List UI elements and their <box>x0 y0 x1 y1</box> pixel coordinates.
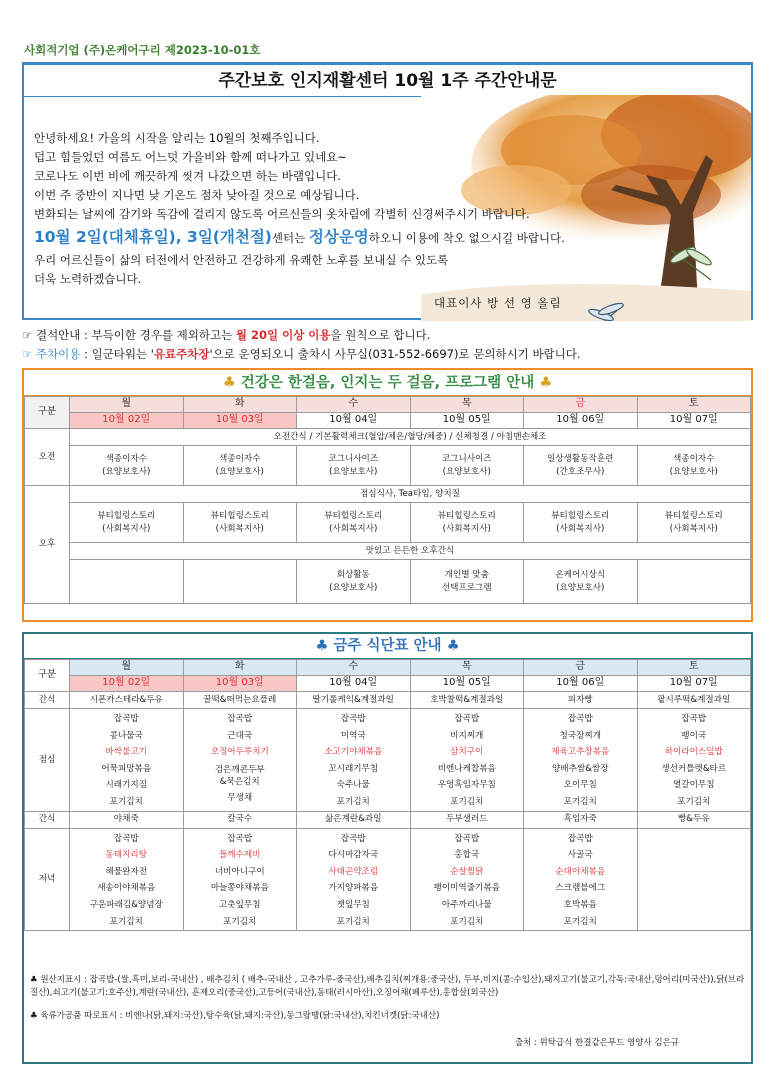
lunch-menu: 잡곡밥 근대국 오징어두루치기 검은깨콘두부 &묵은김치 무생채 <box>183 709 297 812</box>
lunch-menu: 잡곡밥 청국장찌개 제육고추장볶음 양배추쌈&쌈장 오이무침 포기김치 <box>524 709 638 812</box>
meal-col-label: 구분 <box>25 660 70 692</box>
program-title-text: 건강은 한걸음, 인지는 두 걸음, 프로그램 안내 <box>235 375 540 391</box>
snack-cell: 흑임자죽 <box>524 811 638 828</box>
snack-cell: 두부샐러드 <box>410 811 524 828</box>
day-header: 목 <box>410 397 524 413</box>
holiday-text: 센터는 <box>271 231 309 245</box>
date-header: 10월 07일 <box>637 413 751 429</box>
meat-note: ♣ 육류가공품 따로표시 : 비엔나(닭,돼지:국산),탕수육(닭,돼지:국산),동그랑땡(닭:국내산),치킨너겟(닭:국내산) <box>30 1011 440 1021</box>
date-header: 10월 05일 <box>410 413 524 429</box>
program-cell: 뷰티힐링스토리 (사회복지사) <box>297 503 411 543</box>
program-cell: 온케어시상식 (요양보호사) <box>524 560 638 604</box>
holiday-text-tail: 하오니 이용에 착오 없으시길 바랍니다. <box>368 231 565 245</box>
program-cell: 뷰티힐링스토리 (사회복지사) <box>70 503 184 543</box>
program-cell <box>183 560 297 604</box>
date-header: 10월 05일 <box>410 676 524 692</box>
program-cell: 코그니사이즈 (요양보호사) <box>297 446 411 486</box>
date-header: 10월 06일 <box>524 676 638 692</box>
day-header: 화 <box>183 397 297 413</box>
parking-highlight: 유료주차장 <box>153 347 210 361</box>
program-table <box>24 396 751 604</box>
date-header: 10월 02일 <box>70 413 184 429</box>
program-cell: 뷰티힐링스토리 (사회복지사) <box>410 503 524 543</box>
program-cell: 색종이자수 (요양보호사) <box>637 446 751 486</box>
date-header: 10월 03일 <box>183 676 297 692</box>
program-cell: 색종이자수 (요양보호사) <box>183 446 297 486</box>
day-header: 월 <box>70 660 184 676</box>
club-icon: ♣ <box>539 375 553 391</box>
page-title: 주간보호 인지재활센터 10월 1주 주간안내문 <box>24 65 751 97</box>
club-icon: ♣ <box>315 638 329 654</box>
day-header: 수 <box>297 660 411 676</box>
day-header: 목 <box>410 660 524 676</box>
parking-label: ☞ 주차이용 <box>22 347 81 361</box>
day-header: 금 <box>524 397 638 413</box>
meal-table <box>24 659 751 931</box>
letter-line: 코로나도 이번 비에 깨끗하게 씻겨 나갔으면 하는 바램입니다. <box>34 169 341 183</box>
program-cell: 뷰티힐링스토리 (사회복지사) <box>183 503 297 543</box>
parking-suffix: '으로 운영되오니 출차시 사무실(031-552-6697)로 문의하시기 바랍니다. <box>209 347 581 361</box>
parking-prefix: : 일군타워는 ' <box>80 347 154 361</box>
snack-cell: 팥시루떡&계절과일 <box>637 692 751 709</box>
snack-cell: 피자빵 <box>524 692 638 709</box>
letter-line: 우리 어르신들이 삶의 터전에서 안전하고 건강하게 유쾌한 노후를 보내실 수 있도록 <box>34 253 449 267</box>
dinner-label: 저녁 <box>25 828 70 931</box>
lunch-label: 점심 <box>25 709 70 812</box>
lunch-menu: 잡곡밥 팽이국 하이라이스덮밥 생선커틀렛&타르 열갈이무침 포기김치 <box>637 709 751 812</box>
dinner-menu: 잡곡밥 동태지리탕 해물완자전 새송이야채볶음 구운파래김&양념장 포기김치 <box>70 828 184 931</box>
snack-common: 맛있고 든든한 오후간식 <box>70 543 751 560</box>
pm-label: 오후 <box>25 486 70 604</box>
dinner-menu: 잡곡밥 들깨수제비 너비아니구이 마늘쫑야채볶음 고춧잎무침 포기김치 <box>183 828 297 931</box>
program-col-label: 구분 <box>25 397 70 429</box>
program-cell: 색종이자수 (요양보호사) <box>70 446 184 486</box>
dinner-menu: 잡곡밥 사골국 순대야채볶음 스크램블에그 호박볶음 포기김치 <box>524 828 638 931</box>
letter-line: 변화되는 날씨에 감기와 독감에 걸리지 않도록 어르신들의 옷차림에 각별히 신경써주시기 바랍니다. <box>34 207 530 221</box>
club-icon: ♣ <box>222 375 236 391</box>
program-cell: 뷰티힐링스토리 (사회복지사) <box>637 503 751 543</box>
meal-title-text: 금주 식단표 안내 <box>328 638 447 654</box>
day-header: 토 <box>637 660 751 676</box>
date-header: 10월 04일 <box>297 676 411 692</box>
greeting-letter <box>34 129 565 289</box>
lunch-common: 점심식사, Tea타임, 양치질 <box>70 486 751 503</box>
day-header: 수 <box>297 397 411 413</box>
snack-cell: 삶은계란&과일 <box>297 811 411 828</box>
dinner-menu: 잡곡밥 다시마감자국 사태곤약조림 가지양파볶음 잿잎무침 포기김치 <box>297 828 411 931</box>
lunch-menu: 잡곡밥 콩나물국 바싹불고기 어묵피망볶음 시래기지짐 포기김치 <box>70 709 184 812</box>
am-common: 오전간식 / 기본활력체크(혈압/체온/혈당/체중) / 신체청결 / 아침맨손체조 <box>70 429 751 446</box>
normal-operation: 정상운영 <box>308 228 369 246</box>
day-header: 화 <box>183 660 297 676</box>
holiday-notice <box>34 224 565 251</box>
holiday-dates: 10월 2일(대체휴일), 3일(개천절) <box>34 228 272 246</box>
absence-notice <box>22 326 581 345</box>
dinner-menu <box>637 828 751 931</box>
snack-cell: 시폰카스테라&두유 <box>70 692 184 709</box>
footnotes <box>30 974 750 1033</box>
lunch-menu: 잡곡밥 미역국 소고기야채볶음 꼬시래기무침 숙주나물 포기김치 <box>297 709 411 812</box>
program-cell: 일상생활동작훈련 (간호조무사) <box>524 446 638 486</box>
club-icon: ♣ <box>446 638 460 654</box>
dinner-menu: 잡곡밥 홍합국 순살찜닭 팽이미역줄기볶음 아주까리나물 포기김치 <box>410 828 524 931</box>
am-label: 오전 <box>25 429 70 486</box>
letter-line: 이번 주 중반이 지나면 낮 기온도 점차 낮아질 것으로 예상됩니다. <box>34 188 360 202</box>
snack-cell: 꿀떡&떠먹는요플레 <box>183 692 297 709</box>
snack-cell: 딸기롤케익&계절과일 <box>297 692 411 709</box>
date-header: 10월 06일 <box>524 413 638 429</box>
meal-title <box>24 634 751 659</box>
program-title <box>24 370 751 396</box>
date-header: 10월 04일 <box>297 413 411 429</box>
snack-cell: 칼국수 <box>183 811 297 828</box>
snack-label: 간식 <box>25 692 70 709</box>
signature: 대표이사 방 선 영 올림 <box>434 296 562 310</box>
program-cell: 뷰티힐링스토리 (사회복지사) <box>524 503 638 543</box>
day-header: 토 <box>637 397 751 413</box>
absence-highlight: 월 20일 이상 이용 <box>235 328 331 342</box>
date-header: 10월 03일 <box>183 413 297 429</box>
origin-note: ♣ 원산지표시 : 잡곡밥-(쌀,흑미,보리-국내산) , 배추김치 ( 배추-국내산 , 고추가루-중국산),배추김치(찌개용:중국산), 두부,비지(콩:수입산),돼지고기(불고기,각독:국내산,덩어리(미국산)),닭(브라질산),쇠고기(불고기:호주산),계란(국내산), 훈제오리(중국산),고등어(국내산),동태(러시아산),오징어채(페루산),홍합살(외국산) <box>30 975 745 998</box>
absence-prefix: ☞ 결석안내 : 부득이한 경우를 제외하고는 <box>22 328 236 342</box>
program-cell: 개인별 맞춤 선택프로그램 <box>410 560 524 604</box>
snack-cell: 호박찰떡&계절과일 <box>410 692 524 709</box>
day-header: 금 <box>524 660 638 676</box>
snack-cell: 야채죽 <box>70 811 184 828</box>
program-section <box>22 368 753 622</box>
absence-suffix: 을 원칙으로 합니다. <box>330 328 431 342</box>
issue-number: 사회적기업 (주)온케어구리 제2023-10-01호 <box>24 43 261 57</box>
program-cell <box>637 560 751 604</box>
program-cell: 코그니사이즈 (요양보호사) <box>410 446 524 486</box>
meal-section <box>22 632 753 1064</box>
parking-notice <box>22 345 581 364</box>
date-header: 10월 02일 <box>70 676 184 692</box>
notice-box <box>22 62 753 320</box>
letter-line: 안녕하세요! 가을의 시작을 알리는 10월의 첫째주입니다. <box>34 131 320 145</box>
date-header: 10월 07일 <box>637 676 751 692</box>
letter-line: 덥고 힘들었던 여름도 어느덧 가을비와 함께 떠나가고 있네요~ <box>34 150 347 164</box>
program-cell <box>70 560 184 604</box>
day-header: 월 <box>70 397 184 413</box>
letter-line: 더욱 노력하겠습니다. <box>34 272 142 286</box>
snack-cell: 빵&두유 <box>637 811 751 828</box>
info-lines <box>22 326 581 364</box>
menu-source: 출처 : 위탁급식 한결같은푸드 영양사 김은규 <box>514 1038 679 1048</box>
lunch-menu: 잡곡밥 비지찌개 삼치구이 비엔나케찹볶음 우엉흑임자무침 포기김치 <box>410 709 524 812</box>
program-cell: 회상활동 (요양보호사) <box>297 560 411 604</box>
snack-label: 간식 <box>25 811 70 828</box>
